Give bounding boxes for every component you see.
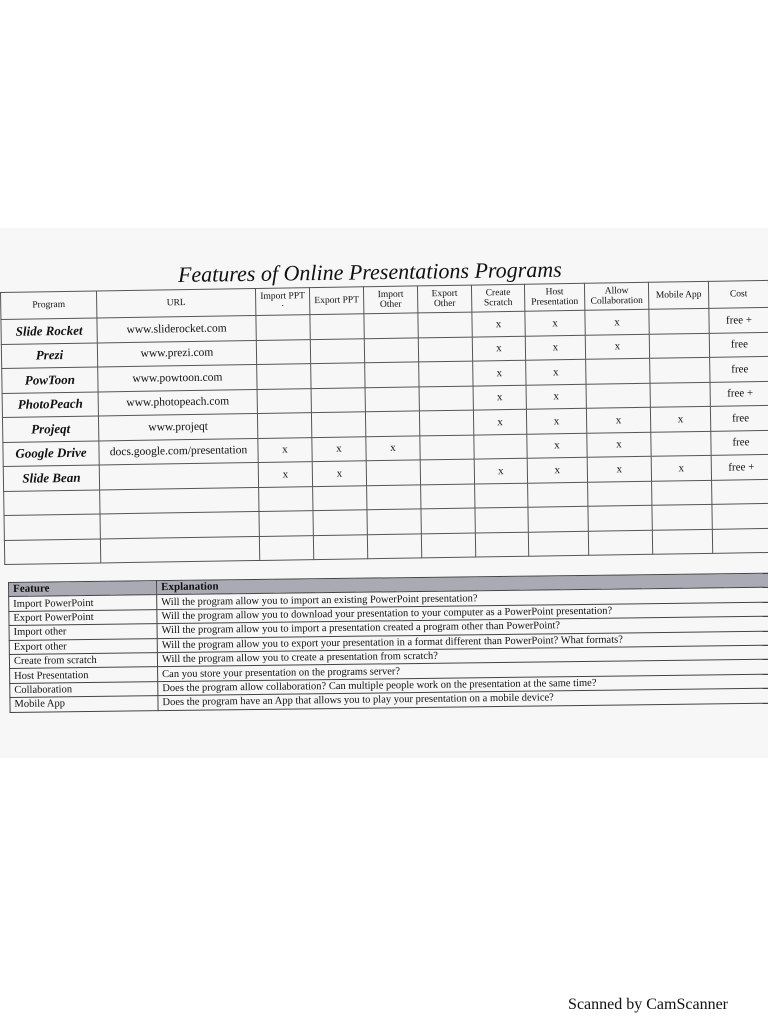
feature-mark-cell	[419, 410, 473, 435]
explanation-cell: Can you store your presentation on the programs server?	[158, 660, 768, 682]
feature-mark-cell	[259, 486, 313, 511]
explanation-cell: Will the program allow you to import a presentation created a program other than PowerPoint?	[157, 616, 768, 638]
program-name-cell: PhotoPeach	[2, 391, 98, 417]
feature-mark-cell: x	[586, 407, 650, 433]
url-cell	[100, 536, 259, 563]
column-header: Export PPT	[309, 287, 363, 315]
url-cell: www.prezi.com	[97, 340, 256, 367]
feature-mark-cell	[652, 480, 712, 505]
feature-mark-cell	[256, 339, 310, 364]
url-cell: docs.google.com/presentation	[99, 438, 258, 465]
explanation-cell: Will the program allow you to download your presentation to your computer as a PowerPoint presentation?	[157, 602, 768, 624]
feature-mark-cell	[649, 308, 709, 333]
url-cell	[100, 511, 259, 538]
feature-mark-cell	[419, 361, 473, 386]
feature-name-cell: Create from scratch	[9, 653, 157, 669]
feature-mark-cell: x	[473, 409, 526, 434]
feature-mark-cell: x	[585, 334, 649, 360]
feature-mark-cell: x	[650, 406, 710, 431]
url-cell: www.projeqt	[98, 413, 257, 440]
cost-cell: free +	[710, 381, 768, 406]
feature-mark-cell	[586, 358, 650, 384]
feature-mark-cell	[310, 338, 364, 363]
feature-mark-cell	[652, 504, 712, 529]
feature-mark-cell	[256, 315, 310, 340]
feature-mark-cell	[418, 337, 472, 362]
column-header: Create Scratch	[471, 284, 524, 312]
cost-cell: free	[711, 430, 768, 455]
feature-mark-cell	[366, 460, 420, 485]
feature-mark-cell	[421, 533, 475, 558]
cost-cell	[712, 503, 768, 528]
feature-mark-cell	[259, 511, 313, 536]
feature-mark-cell	[528, 482, 588, 507]
cost-cell: free	[709, 332, 768, 357]
cost-cell: free	[710, 356, 768, 381]
cost-cell: free	[710, 405, 768, 430]
feature-mark-cell	[257, 364, 311, 389]
cost-cell: free +	[711, 454, 768, 479]
feature-mark-cell	[364, 313, 418, 338]
feature-mark-cell	[474, 434, 527, 459]
feature-mark-cell: x	[525, 310, 585, 335]
feature-name-cell: Export other	[9, 638, 157, 654]
feature-mark-cell	[257, 388, 311, 413]
feature-mark-cell	[313, 534, 367, 559]
column-header: Program	[1, 291, 97, 320]
feature-mark-cell	[420, 459, 474, 484]
url-cell: www.sliderocket.com	[97, 315, 256, 342]
feature-mark-cell	[365, 386, 419, 411]
column-header: Export Other	[417, 285, 471, 313]
explanation-table	[8, 573, 768, 713]
feature-mark-cell: x	[587, 456, 651, 482]
feature-mark-cell	[420, 435, 474, 460]
feature-name-cell: Collaboration	[10, 681, 158, 697]
feature-mark-cell	[259, 535, 313, 560]
feature-mark-cell	[528, 506, 588, 531]
feature-mark-cell	[313, 485, 367, 510]
explanation-cell: Will the program allow you to create a presentation from scratch?	[157, 645, 768, 667]
scanner-footer: Scanned by CamScanner	[568, 996, 728, 1013]
explanation-cell: Does the program have an App that allows you to play your presentation on a mobile device?	[158, 688, 768, 710]
feature-mark-cell	[588, 530, 652, 556]
feature-mark-cell: x	[472, 336, 525, 361]
feature-mark-cell: x	[525, 335, 585, 360]
feature-mark-cell: x	[587, 432, 651, 458]
feature-mark-cell: x	[526, 408, 586, 433]
feature-mark-cell: x	[312, 436, 366, 461]
feature-mark-cell	[419, 386, 473, 411]
feature-mark-cell: x	[472, 311, 525, 336]
feature-mark-cell	[310, 314, 364, 339]
feature-column-header: Feature	[9, 581, 157, 597]
url-cell: www.photopeach.com	[98, 389, 257, 416]
feature-mark-cell: x	[526, 359, 586, 384]
feature-mark-cell	[588, 505, 652, 531]
feature-mark-cell	[475, 507, 528, 532]
feature-mark-cell	[367, 509, 421, 534]
feature-mark-cell: x	[527, 433, 587, 458]
program-name-cell: Google Drive	[3, 440, 99, 466]
feature-mark-cell	[652, 529, 712, 554]
feature-mark-cell	[257, 413, 311, 438]
feature-mark-cell	[311, 363, 365, 388]
feature-name-cell: Export PowerPoint	[9, 609, 157, 625]
column-header: URL	[96, 288, 255, 317]
program-name-cell	[4, 538, 100, 564]
cost-cell: free +	[709, 307, 768, 332]
feature-mark-cell	[367, 533, 421, 558]
explanation-cell: Will the program allow you to import an existing PowerPoint presentation?	[157, 588, 768, 610]
feature-mark-cell: x	[366, 435, 420, 460]
url-cell: www.powtoon.com	[98, 364, 257, 391]
feature-name-cell: Mobile App	[10, 696, 158, 712]
column-header: Allow Collaboration	[584, 282, 648, 310]
feature-mark-cell: x	[474, 458, 527, 483]
column-header: Mobile App	[648, 281, 708, 309]
feature-mark-cell	[475, 532, 528, 557]
feature-name-cell: Import other	[9, 624, 157, 640]
feature-mark-cell: x	[473, 360, 526, 385]
explanation-column-header: Explanation	[156, 573, 768, 595]
column-header: Host Presentation	[524, 283, 584, 311]
feature-mark-cell	[650, 357, 710, 382]
feature-mark-cell	[421, 484, 475, 509]
feature-mark-cell: x	[585, 309, 649, 335]
feature-mark-cell: x	[651, 455, 711, 480]
feature-name-cell: Host Presentation	[10, 667, 158, 683]
feature-mark-cell	[313, 510, 367, 535]
feature-mark-cell	[650, 382, 710, 407]
feature-mark-cell	[649, 333, 709, 358]
feature-mark-cell	[311, 412, 365, 437]
feature-mark-cell: x	[527, 457, 587, 482]
program-name-cell: PowToon	[2, 367, 98, 393]
program-name-cell: Slide Rocket	[1, 318, 97, 344]
feature-mark-cell	[586, 383, 650, 409]
features-table	[0, 280, 768, 565]
cost-cell	[712, 528, 768, 553]
url-cell	[100, 487, 259, 514]
explanation-table-container	[8, 573, 768, 713]
explanation-cell: Will the program allow you to export your presentation in a format different than PowerPoint? What formats?	[157, 631, 768, 653]
url-cell	[99, 462, 258, 489]
feature-mark-cell	[475, 483, 528, 508]
feature-mark-cell	[311, 387, 365, 412]
feature-mark-cell: x	[312, 461, 366, 486]
feature-mark-cell: x	[473, 385, 526, 410]
program-name-cell	[4, 514, 100, 540]
explanation-cell: Does the program allow collaboration? Can multiple people work on the presentation at the same time?	[158, 674, 768, 696]
program-name-cell	[4, 489, 100, 515]
feature-mark-cell	[365, 411, 419, 436]
program-name-cell: Slide Bean	[3, 465, 99, 491]
column-header: Import Other	[363, 286, 417, 314]
feature-mark-cell	[418, 312, 472, 337]
feature-mark-cell	[528, 531, 588, 556]
program-name-cell: Prezi	[1, 342, 97, 368]
feature-mark-cell	[588, 481, 652, 507]
feature-mark-cell	[364, 337, 418, 362]
column-header: Cost	[708, 280, 768, 308]
feature-mark-cell	[651, 431, 711, 456]
column-header: Import PPT ·	[255, 288, 309, 316]
features-table-container	[0, 280, 768, 565]
feature-name-cell: Import PowerPoint	[9, 595, 157, 611]
program-name-cell: Projeqt	[2, 416, 98, 442]
feature-mark-cell: x	[258, 437, 312, 462]
cost-cell	[712, 479, 768, 504]
feature-mark-cell: x	[258, 462, 312, 487]
feature-mark-cell	[421, 508, 475, 533]
feature-mark-cell	[367, 484, 421, 509]
feature-mark-cell	[365, 362, 419, 387]
document-title: Features of Online Presentations Programs	[177, 256, 562, 287]
feature-mark-cell: x	[526, 384, 586, 409]
